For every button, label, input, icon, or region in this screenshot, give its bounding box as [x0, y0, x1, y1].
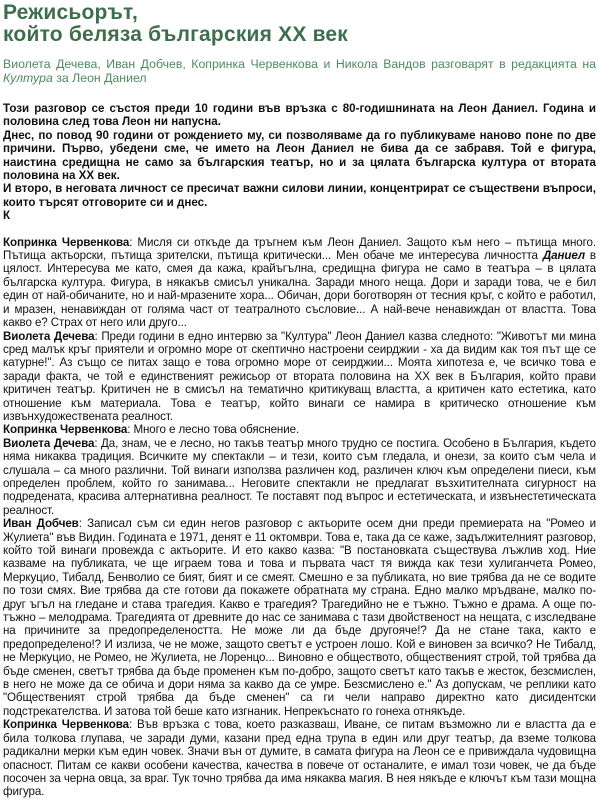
speaker-name: Копринка Червенкова	[3, 718, 129, 732]
dialogue-turn	[3, 718, 596, 798]
subtitle-text: Виолета Дечева, Иван Добчев, Копринка Червенкова и Никола Вандов разговарят в редакцията на	[3, 57, 596, 71]
title-line-2: който беляза българския ХХ век	[3, 23, 349, 46]
article-subtitle	[3, 57, 596, 85]
speaker-name: Виолета Дечева	[3, 329, 95, 343]
title-line-1: Режисьорът,	[3, 1, 138, 24]
intro-signature: К	[3, 209, 11, 223]
dialogue-turn	[3, 330, 596, 424]
intro-paragraph-3: И второ, в неговата личност се пресичат важни силови линии, концентрират се съществени въпроси, които търсят отговорите си и днес.	[3, 182, 596, 209]
speech-text-end: в цялост. Интересува ме като, смея да кажа, крайъгълна, средищна фигура не само в театъра – в цялата българска култура. Фигура, в някакъв смисъл уникална. Заради много неща. Дори и заради това, че е бил един от най-обичаните, но и най-мразените хора... Обичан, дори боготворян от тесния кръг, с който е работил, и мразен, ненавиждан от голяма част от театралното съсловие... А най-вече ненавиждан от властта. Това какво е? Страх от него или друго...	[3, 249, 596, 330]
intro-paragraph-1: Този разговор се състоя преди 10 години във връзка с 80-годишнината на Леон Даниел. Година и половина след това Леон ни напусна.	[3, 102, 596, 129]
dialogue-turn	[3, 437, 596, 517]
intro-paragraph-2: Днес, по повод 90 години от рождението му, си позволяваме да го публикуваме наново поне по две причини. Първо, убедени сме, че името на Леон Даниел не бива да се забравя. Той е фигура, наистина средищна не само за българския театър, но и за цялата българска култура от втората половина на ХХ век.	[3, 128, 596, 183]
dialogue	[3, 236, 596, 799]
speaker-name: Виолета Дечева	[3, 436, 95, 450]
speech-text: : Преди години в едно интервю за "Култура" Леон Даниел казва следното: "Животът ми мина сред малък кръг приятели и огромно море от скептично настроени сеирджии - ха да видим как тоя път ще се катурне!". Аз също се питах защо е това огромно море от сеирджии... Моята хипотеза е, че всичко това е заради факта, че той е единственият режисьор от втората половина на ХХ век в България, който прави критичен театър. Критичен не в смисъл на тематично критикуващ властта, а критичен като естетика, като отношение към материала. Това е театър, който винаги се намира в критическо отношение към извънхудожествената реалност.	[3, 329, 596, 423]
speech-text: : Мисля си откъде да тръгнем към Леон Даниел. Защото към него – пътища много. Пътища актьорски, пътища зрителски, пътища критически... Мен обаче ме интересува личността	[3, 235, 596, 263]
dialogue-turn	[3, 236, 596, 330]
speech-text: : Записал съм си един негов разговор с актьорите осем дни преди премиерата на "Ромео и Жулиета" във Видин. Годината е 1971, денят е 11 октомври. Това е, така да се каже, задължителният разговор, който той винаги провежда с актьорите. И ето какво казва: "В постановката съществува лъжлив ход. Ние казваме на публиката, че ще играем това и това и първата част тя вижда как тези хулиганчета Ромео, Меркуцио, Тибалд, Бенволио се бият, бият и се смеят. Смешно е за публиката, но вие трябва да не се водите по този смях. Вие трябва да сте готови да покажете обратната му страна. Едно малко мръдване, малко по-друг ъгъл на гледане и става трагедия. Какво е трагедия? Трагедийно не е тъжно. Тъжно е драма. А още по-тъжно – мелодрама. Трагедията от древните до нас се занимава с тази двойственост на нещата, с изследване на причините за предопределеността. Не може ли да бъде другояче!? Да не стане така, както е предопределено!? И излиза, че не може, защото светът е устроен лошо. Кой е виновен за всичко? Не Тибалд, не Меркуцио, не Ромео, не Жулиета, не Лоренцо... Виновно е обществото, общественият строй, той трябва да бъде сменен, светът трябва да бъде променен към по-добро, защото светът като такъв е жесток, безсмислен, в него не може да се обича и дори няма за какво да се умре. Безсмислено е." Аз допускам, че реплики като "Общественият строй трябва да бъде сменен" са ги чели направо директно като дисидентски подстрекателства. И затова той беше като изгнаник. Непрекъснато го гонеха отнякъде.	[3, 517, 596, 718]
dialogue-turn	[3, 423, 596, 436]
speech-text: : Във връзка с това, което разказваш, Иване, се питам възможно ли е властта да е била толкова глупава, че заради думи, казани пред една трупа в един или друг театър, да вземе толкова радикални мерки към един човек. Значи вън от думите, в самата фигура на Леон се е привиждала чудовищна опасност. Питам се какви особени качества, качества в повече от останалите, е имал този човек, че да бъде посочен за черна овца, за враг. Тук точно трябва да има някаква магия. В нея някъде е ключът към тази мощна фигура.	[3, 718, 597, 799]
speaker-name: Копринка Червенкова	[3, 235, 130, 249]
editorial-intro	[3, 102, 596, 223]
dialogue-turn	[3, 517, 596, 718]
article-title	[3, 2, 596, 46]
speaker-name: Копринка Червенкова	[3, 423, 128, 437]
subtitle-text-end: за Леон Даниел	[52, 71, 147, 85]
speech-emphasis: Даниел	[542, 249, 585, 263]
speech-text: : Да, знам, че е лесно, но такъв театър много трудно се постига. Особено в България, където няма никаква традиция. Всичките му спектакли – и тези, които съм гледала, и онези, за които съм чела и слушала – са много различни. Той винаги използва различен код, различен ключ към определени пиеси, към определен проблем, който го занимава... Неговите спектакли не предлагат възхитителната сигурност на подредената, красива алтернативна реалност. Те поставят под въпрос и естетическата, и извънестетическата реалност.	[3, 436, 596, 517]
speaker-name: Иван Добчев	[3, 517, 79, 531]
speech-text: : Много е лесно това обяснение.	[127, 423, 300, 437]
subtitle-publication: Култура	[3, 71, 53, 85]
